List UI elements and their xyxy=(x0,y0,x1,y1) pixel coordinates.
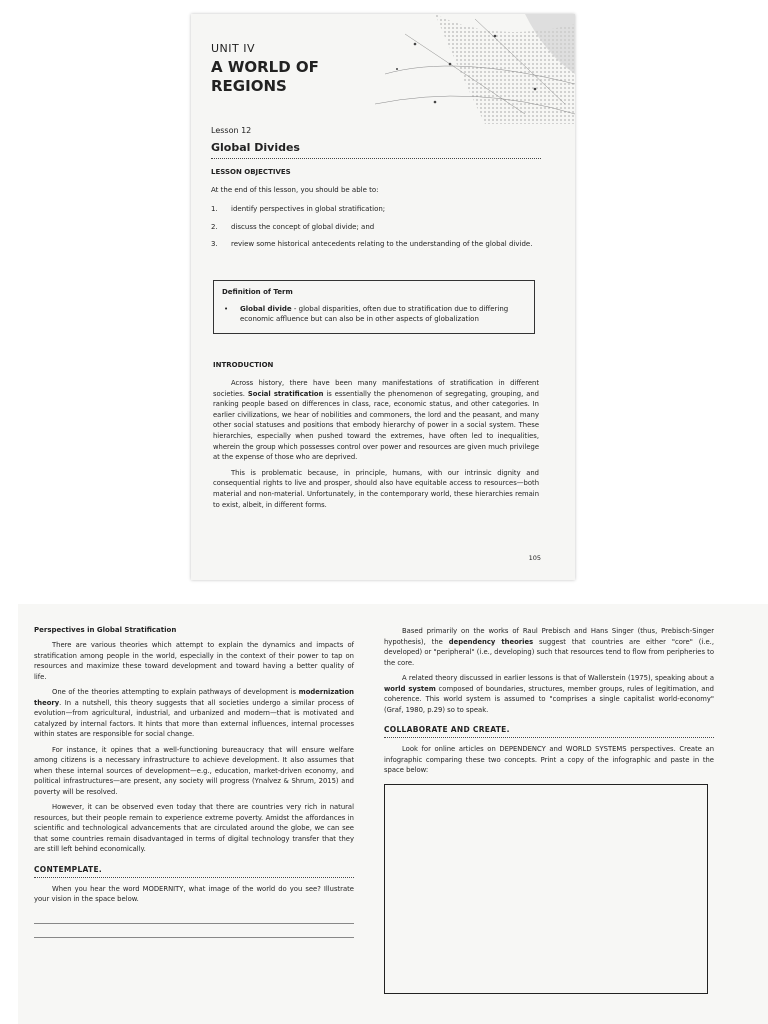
objectives-list xyxy=(211,204,541,257)
paragraph: Based primarily on the works of Raul Prebisch and Hans Singer (thus, Prebisch-Singer hypothesis), the dependency theories suggest that countries are either "core" (i.e., developed) or "peripheral" (i.e., developing) such that resources tend to flow from peripheries to the core. xyxy=(384,627,714,667)
writing-line[interactable] xyxy=(34,924,354,938)
divider xyxy=(211,158,541,159)
unit-label: UNIT IV xyxy=(211,42,256,55)
collaborate-heading: COLLABORATE AND CREATE. xyxy=(384,725,714,738)
paragraph: There are various theories which attempt to explain the dynamics and impacts of stratification among people in the world, especially in the context of their power to tap on resources and maximize these toward development and toward having a better quality of life. xyxy=(34,641,354,681)
list-item xyxy=(211,222,541,233)
paragraph: For instance, it opines that a well-functioning bureaucracy that will ensure welfare among citizens is a necessary infrastructure to achieve development. It also assumes that when these internal sources of development—e.g., education, market-driven economy, and political infrastructures—are present, any society will progress (Ynalvez & Shrum, 2015) and poverty will be resolved. xyxy=(34,745,354,796)
list-item xyxy=(211,204,541,215)
definition-item xyxy=(222,304,526,324)
introduction-heading: INTRODUCTION xyxy=(213,361,274,369)
right-column xyxy=(384,626,714,994)
paragraph: However, it can be observed even today that there are countries very rich in natural resources, but their people remain to experience extreme poverty. Amidst the affordances in scientific and technological advancements that are circulated around the globe, we can see that some countries remain disadvantaged in terms of digital technology transfer that they are still left behind economically. xyxy=(34,803,354,853)
infographic-paste-area[interactable] xyxy=(384,784,708,994)
left-column xyxy=(34,626,354,938)
textbook-page-106 xyxy=(18,604,768,1024)
contemplate-heading: CONTEMPLATE. xyxy=(34,865,354,878)
definition-term: Global divide xyxy=(240,305,292,313)
objectives-intro: At the end of this lesson, you should be able to: xyxy=(211,186,379,194)
globe-graphic xyxy=(375,14,575,124)
item-number: 2. xyxy=(211,222,218,231)
item-number: 1. xyxy=(211,205,218,213)
definition-heading: Definition of Term xyxy=(222,288,293,296)
dependency-body xyxy=(384,626,714,715)
item-number: 3. xyxy=(211,240,218,248)
objectives-heading: LESSON OBJECTIVES xyxy=(211,168,291,176)
paragraph: This is problematic because, in principle, humans, with our intrinsic dignity and consequential rights to live and prosper, should also have equitable access to resources—both material and non-material. Unfortunately, in the contemporary world, these hierarchies remain to exist, albeit, in different forms. xyxy=(213,468,539,509)
lesson-label: Lesson 12 xyxy=(211,126,252,135)
perspectives-heading: Perspectives in Global Stratification xyxy=(34,626,177,634)
introduction-body xyxy=(213,378,539,515)
item-text: identify perspectives in global stratification; xyxy=(231,205,386,213)
definition-box xyxy=(213,280,535,334)
definition-text: - global disparities, often due to stratification due to differing economic affluence but can also be in other aspects of globalization xyxy=(240,305,509,323)
list-item xyxy=(211,239,541,250)
item-text: review some historical antecedents relating to the understanding of the global divide. xyxy=(231,240,533,248)
page-number: 105 xyxy=(528,554,541,562)
paragraph: Across history, there have been many manifestations of stratification in different societies. Social stratification is essentially the phenomenon of segregating, grouping, and ranking people based on differences in class, race, economic status, and other categories. In earlier civilizations, we hear of nobilities and commoners, the lord and the peasant, and many other social statuses and positions that embody hierarchy of power in a social system. These hierarchies, especially when pushed toward the extremes, have often led to inequalities, wherein the group which possesses control over power and resources are given much privilege at the expense of those who are deprived. xyxy=(213,379,539,462)
textbook-page-105 xyxy=(191,14,575,580)
perspectives-body xyxy=(34,640,354,855)
unit-title: A WORLD OF REGIONS xyxy=(211,58,319,95)
lesson-title: Global Divides xyxy=(211,141,300,154)
paragraph: A related theory discussed in earlier lessons is that of Wallerstein (1975), speaking about a world system composed of boundaries, structures, member groups, rules of legitimation, and coherence. This world system is assumed to "comprises a single capitalist world-economy" (Graf, 1980, p.29) so to speak. xyxy=(384,674,714,714)
item-text: discuss the concept of global divide; and xyxy=(231,222,375,231)
bullet-icon: • xyxy=(224,305,229,313)
collaborate-prompt: Look for online articles on DEPENDENCY and WORLD SYSTEMS perspectives. Create an infographic comparing these two concepts. Print a copy of the infographic and paste in the space below: xyxy=(384,745,714,774)
writing-line[interactable] xyxy=(34,910,354,924)
contemplate-prompt: When you hear the word MODERNITY, what image of the world do you see? Illustrate your vision in the space below. xyxy=(34,884,354,903)
paragraph: One of the theories attempting to explain pathways of development is modernization theory. In a nutshell, this theory suggests that all societies undergo a similar process of evolution—from agricultural, industrial, and urbanized and modern—that is motivated and catalyzed by internal factors. It hints that more than external influences, internal processes within states are responsible for social change. xyxy=(34,688,354,738)
